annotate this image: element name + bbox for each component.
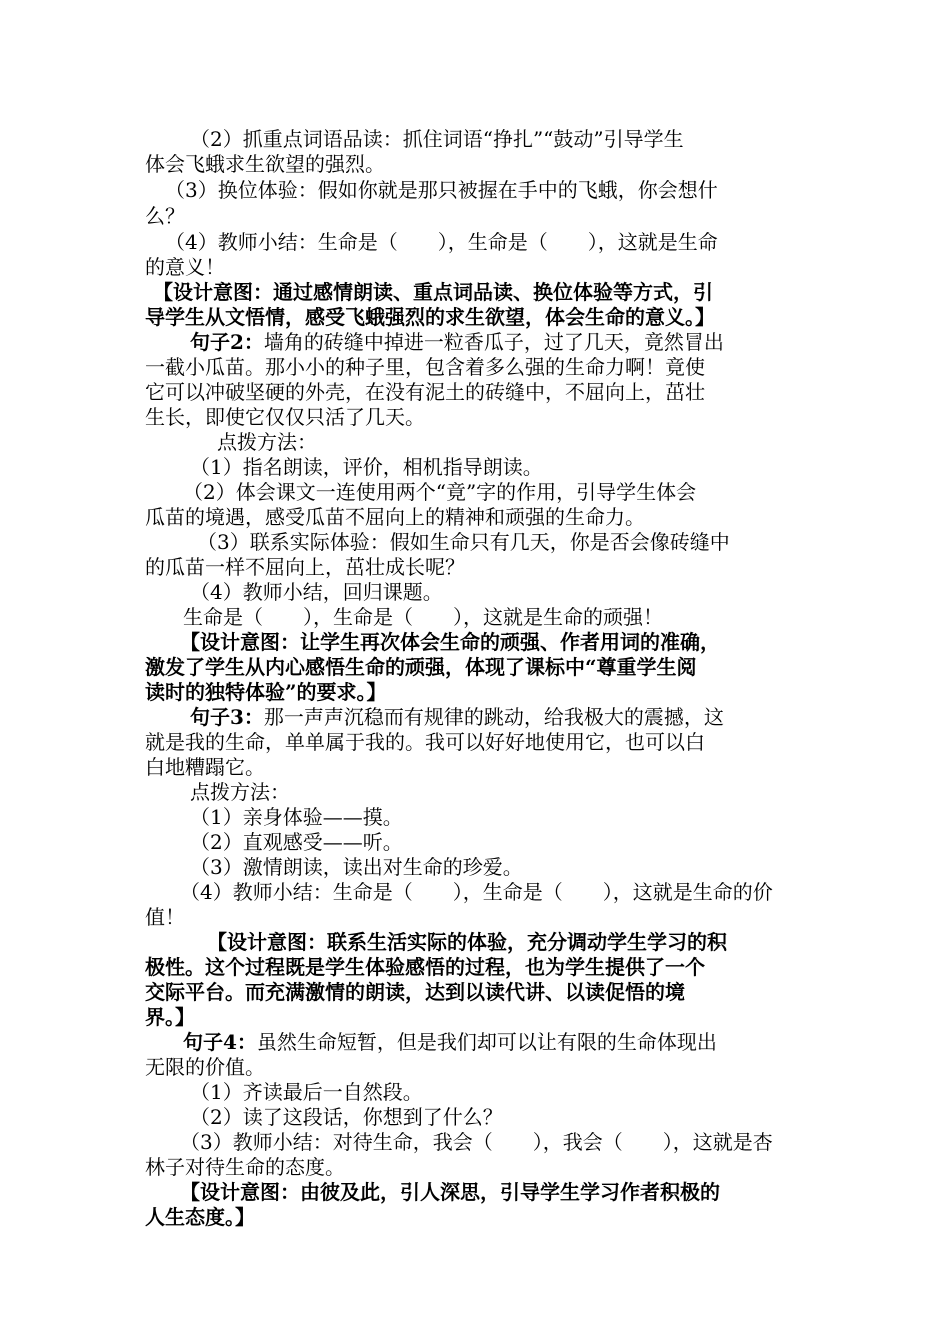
text-line: （3）联系实际体验：假如生命只有几天，你是否会像砖缝中: [197, 530, 730, 554]
sentence-label: 句子2：: [190, 330, 264, 354]
text-line: 【设计意图：联系生活实际的体验，充分调动学生学习的积: [207, 930, 727, 954]
text-line: 的瓜苗一样不屈向上，茁壮成长呢？: [145, 555, 465, 579]
text-line: 【设计意图：由彼及此，引人深思，引导学生学习作者积极的: [180, 1180, 720, 1204]
text-line: [190, 329, 810, 355]
text-line: （1）亲身体验——摸。: [190, 805, 403, 829]
text-line: 【设计意图：通过感情朗读、重点词品读、换位体验等方式，引: [153, 280, 713, 304]
text-line: 导学生从文悟情，感受飞蛾强烈的求生欲望，体会生命的意义。】: [145, 305, 715, 329]
text-line: 点拨方法：: [217, 430, 317, 454]
text-line: 极性。这个过程既是学生体验感悟的过程，也为学生提供了一个: [145, 955, 705, 979]
text-line: 点拨方法：: [190, 780, 290, 804]
text-line: 读时的独特体验”的要求。】: [145, 680, 387, 704]
sentence-text: 虽然生命短暂，但是我们却可以让有限的生命体现出: [256, 1030, 717, 1054]
text-line: 无限的价值。: [145, 1055, 265, 1079]
text-line: （3）激情朗读，读出对生命的珍爱。: [190, 855, 523, 879]
text-line: 白地糟蹋它。: [145, 755, 265, 779]
text-line: 【设计意图：让学生再次体会生命的顽强、作者用词的准确，: [180, 630, 720, 654]
text-line: （4）教师小结，回归课题。: [190, 580, 443, 604]
text-line: 林子对待生命的态度。: [145, 1155, 345, 1179]
text-line: （3）换位体验：假如你就是那只被握在手中的飞蛾，你会想什: [165, 178, 718, 202]
text-line: 人生态度。】: [145, 1205, 255, 1229]
sentence-label: 句子4：: [183, 1030, 257, 1054]
text-line: 激发了学生从内心感悟生命的顽强，体现了课标中“尊重学生阅: [145, 655, 697, 679]
text-line: 值！: [145, 905, 185, 929]
text-line: 生长，即使它仅仅只活了几天。: [145, 405, 425, 429]
text-line: （1）齐读最后一自然段。: [190, 1080, 423, 1104]
text-line: 生命是（ ），生命是（ ），这就是生命的顽强！: [183, 605, 663, 629]
text-line: 一截小瓜苗。那小小的种子里，包含着多么强的生命力啊！竟使: [145, 355, 705, 379]
text-line: [190, 704, 810, 730]
text-line: 界。】: [145, 1005, 195, 1029]
text-line: 瓜苗的境遇，感受瓜苗不屈向上的精神和顽强的生命力。: [145, 505, 645, 529]
text-line: [183, 1029, 810, 1055]
text-line: （3）教师小结：对待生命，我会（ ），我会（ ），这就是杏: [180, 1130, 773, 1154]
text-line: （4）教师小结：生命是（ ），生命是（ ），这就是生命的价: [180, 880, 773, 904]
text-line: 它可以冲破坚硬的外壳，在没有泥土的砖缝中，不屈向上，茁壮: [145, 380, 705, 404]
sentence-text: 墙角的砖缝中掉进一粒香瓜子，过了几天，竟然冒出: [263, 330, 724, 354]
text-line: 体会飞蛾求生欲望的强烈。: [145, 152, 385, 176]
sentence-label: 句子3：: [190, 705, 264, 729]
text-line: （2）体会课文一连使用两个“竟”字的作用，引导学生体会: [183, 480, 697, 504]
text-line: （2）读了这段话，你想到了什么？: [190, 1105, 503, 1129]
text-line: （1）指名朗读，评价，相机指导朗读。: [190, 455, 543, 479]
text-line: 么？: [145, 204, 185, 228]
text-line: 就是我的生命，单单属于我的。我可以好好地使用它，也可以白: [145, 730, 705, 754]
sentence-text: 那一声声沉稳而有规律的跳动，给我极大的震撼，这: [263, 705, 724, 729]
text-line: （4）教师小结：生命是（ ），生命是（ ），这就是生命: [165, 230, 718, 254]
text-line: （2）抓重点词语品读：抓住词语“挣扎”“鼓动”引导学生: [190, 127, 684, 151]
text-line: 的意义！: [145, 255, 225, 279]
text-line: 交际平台。而充满激情的朗读，达到以读代讲、以读促悟的境: [145, 980, 685, 1004]
text-line: （2）直观感受——听。: [190, 830, 403, 854]
